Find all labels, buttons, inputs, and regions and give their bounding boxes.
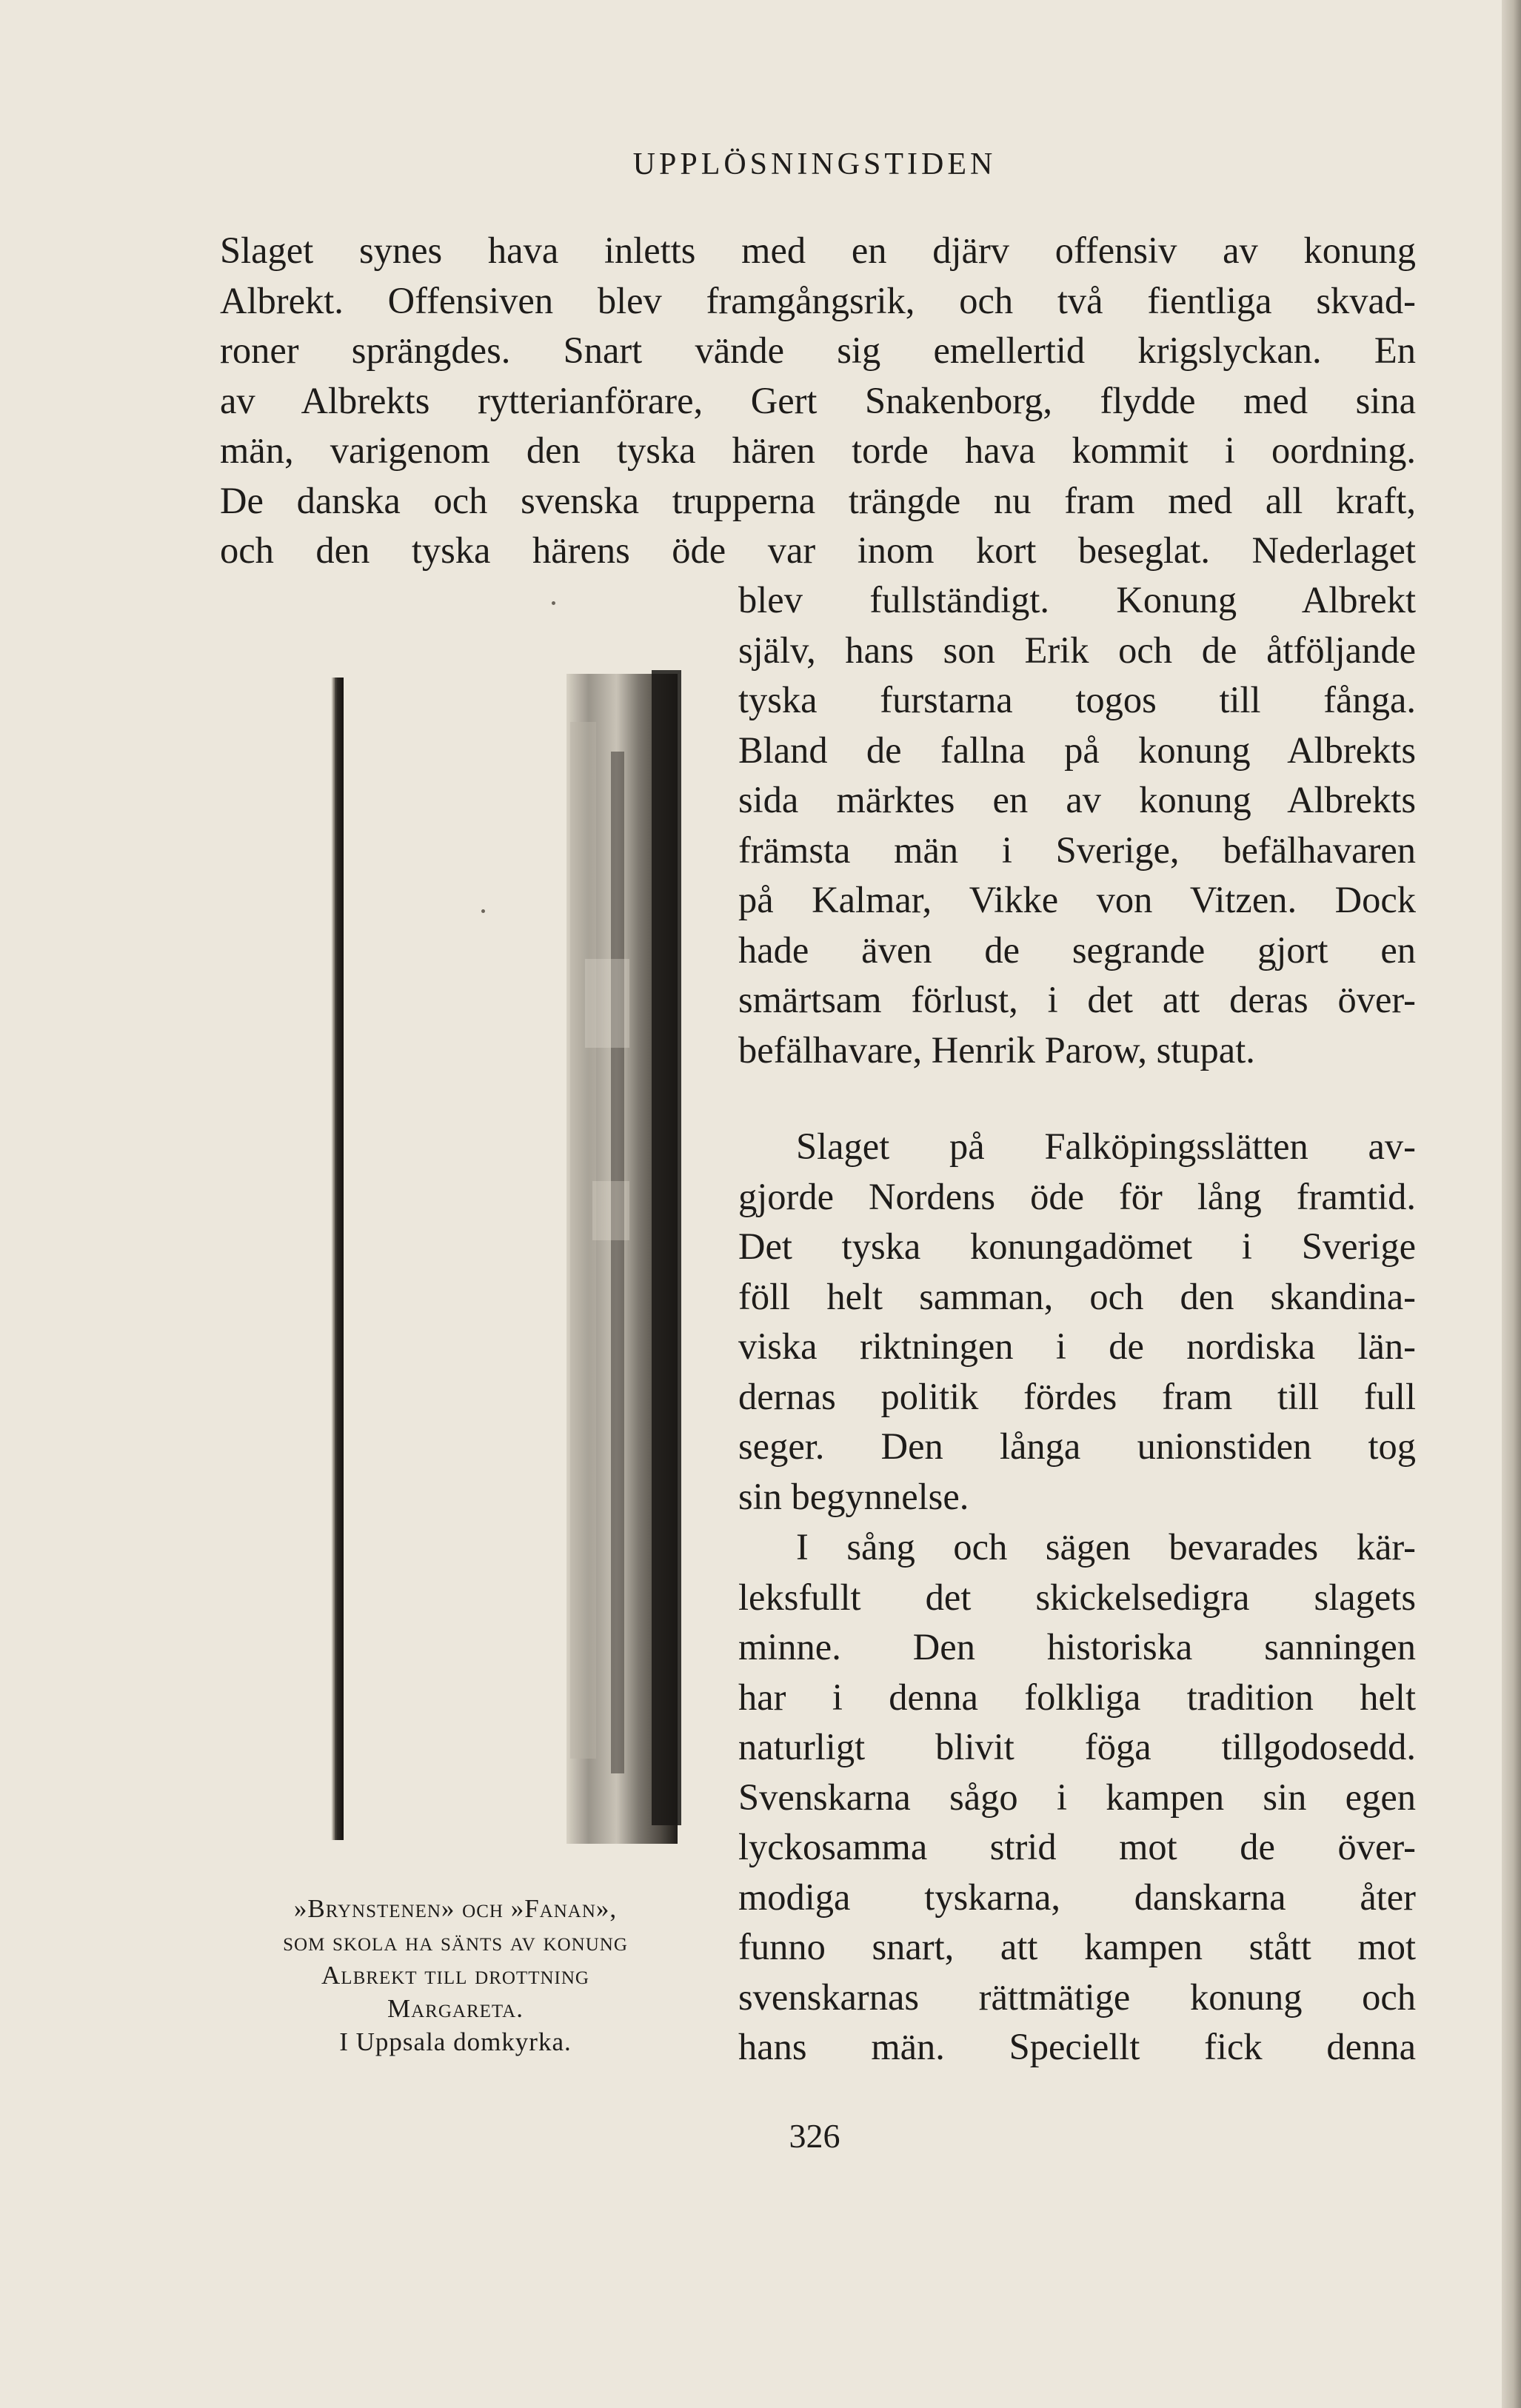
- text-line: modiga tyskarna, danskarna åter: [738, 1876, 1416, 1918]
- text-line: lyckosamma strid mot de över-: [738, 1826, 1416, 1867]
- text-line: främsta män i Sverige, befälhavaren: [738, 829, 1416, 871]
- text-line: och den tyska härens öde var inom kort beseglat. Nederlaget: [220, 529, 1416, 571]
- caption-line: Margareta.: [387, 1994, 524, 2023]
- text-line: sida märktes en av konung Albrekts: [738, 779, 1416, 820]
- text-line: blev fullständigt. Konung Albrekt: [738, 579, 1416, 621]
- text-line: män, varigenom den tyska hären torde hava kommit i oordning.: [220, 429, 1416, 471]
- paragraph-3: [738, 1522, 1416, 2073]
- text-line: gjorde Nordens öde för lång framtid.: [738, 1175, 1416, 1217]
- text-line: leksfullt det skickelsedigra slagets: [738, 1576, 1416, 1618]
- text-line: funno snart, att kampen stått mot: [738, 1926, 1416, 1967]
- caption-line: som skola ha sänts av konung: [283, 1927, 628, 1956]
- text-line: har i denna folkliga tradition helt: [738, 1676, 1416, 1718]
- caption-line: »Brynstenen» och »Fanan»,: [293, 1894, 618, 1923]
- text-line: Svenskarna sågo i kampen sin egen: [738, 1776, 1416, 1818]
- text-line: viska riktningen i de nordiska län-: [738, 1325, 1416, 1367]
- text-line: smärtsam förlust, i det att deras över-: [738, 979, 1416, 1020]
- text-line: naturligt blivit föga tillgodosedd.: [738, 1726, 1416, 1767]
- print-speck: [481, 909, 485, 913]
- text-line: Albrekt. Offensiven blev framgångsrik, och två fientliga skvad-: [220, 279, 1416, 321]
- text-line: på Kalmar, Vikke von Vitzen. Dock: [738, 879, 1416, 920]
- text-line: roner sprängdes. Snart vände sig emellertid krigslyckan. En: [220, 330, 1416, 371]
- print-speck: [552, 601, 555, 605]
- text-line: hade även de segrande gjort en: [738, 929, 1416, 971]
- text-line: befälhavare, Henrik Parow, stupat.: [738, 1029, 1255, 1071]
- page-edge: [1502, 0, 1521, 2408]
- text-line: seger. Den långa unionstiden tog: [738, 1425, 1416, 1467]
- text-line: De danska och svenska trupperna trängde nu fram med all kraft,: [220, 479, 1416, 521]
- text-line: Det tyska konungadömet i Sverige: [738, 1225, 1416, 1267]
- paragraph-2: [738, 1122, 1416, 1522]
- figure-caption: [215, 1892, 696, 2058]
- text-line: Slaget på Falköpingsslätten av-: [796, 1126, 1416, 1167]
- text-line: föll helt samman, och den skandina-: [738, 1275, 1416, 1317]
- caption-line: Albrekt till drottning: [321, 1961, 589, 1990]
- text-line: dernas politik fördes fram till full: [738, 1375, 1416, 1417]
- photo-brynstenen-and-fanan: [326, 663, 681, 1847]
- page-number: 326: [789, 2117, 840, 2155]
- text-line: av Albrekts rytterianförare, Gert Snakenborg, flydde med sina: [220, 379, 1416, 421]
- text-line: själv, hans son Erik och de åtföljande: [738, 629, 1416, 671]
- text-line: tyska furstarna togos till fånga.: [738, 679, 1416, 720]
- text-line: svenskarnas rättmätige konung och: [738, 1976, 1416, 2018]
- caption-line: I Uppsala domkyrka.: [339, 2027, 572, 2056]
- text-line: Slaget synes hava inletts med en djärv offensiv av konung: [220, 230, 1416, 271]
- text-line: Bland de fallna på konung Albrekts: [738, 729, 1416, 771]
- running-header: UPPLÖSNINGSTIDEN: [632, 147, 997, 181]
- brynstenen-object: [333, 678, 344, 1840]
- paragraph-1: [220, 226, 1416, 576]
- text-line: hans män. Speciellt fick denna: [738, 2026, 1416, 2067]
- text-line: I sång och sägen bevarades kär-: [796, 1526, 1416, 1568]
- text-line: minne. Den historiska sanningen: [738, 1626, 1416, 1668]
- text-line: sin begynnelse.: [738, 1475, 969, 1517]
- paragraph-1-continued: [738, 575, 1416, 1075]
